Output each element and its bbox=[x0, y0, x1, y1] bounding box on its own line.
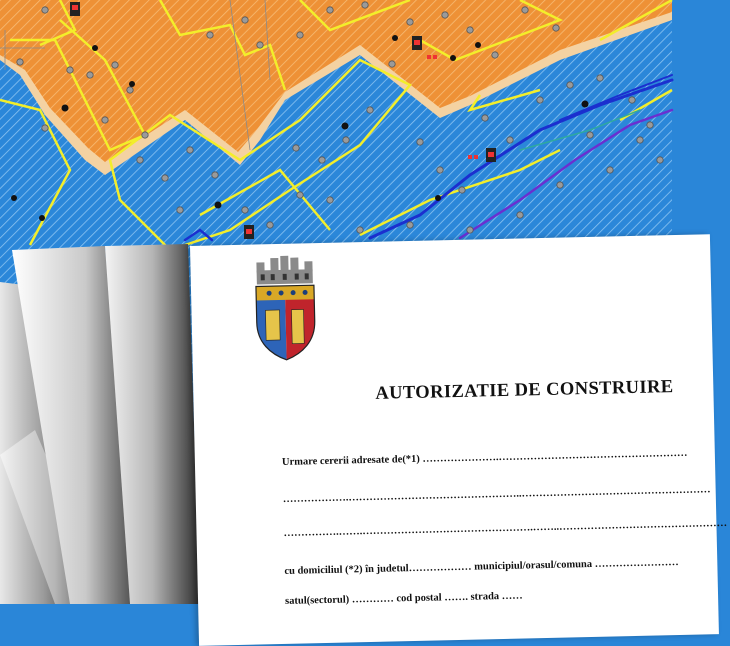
form-line-blank-2: …………….…….………………………………………….……..………………………………………… bbox=[283, 517, 728, 539]
form-line-blank-1: ……………….…………………………………………..……………………………………………… bbox=[282, 484, 711, 505]
form-line-address: satul(sectorul) ………… cod postal ……. strada …… bbox=[284, 590, 523, 607]
form-line-domicile: cu domiciliul (*2) în judetul……………… municipiul/orasul/comuna …………………… bbox=[284, 556, 679, 577]
document-title: AUTORIZATIE DE CONSTRUIRE bbox=[375, 377, 674, 404]
form-line-applicant: Urmare cererii adresate de(*1) ………………….……………………………………………… bbox=[281, 447, 688, 468]
city-coat-of-arms bbox=[250, 251, 320, 363]
authorization-document bbox=[190, 234, 728, 646]
mural-crown-icon bbox=[256, 255, 313, 284]
